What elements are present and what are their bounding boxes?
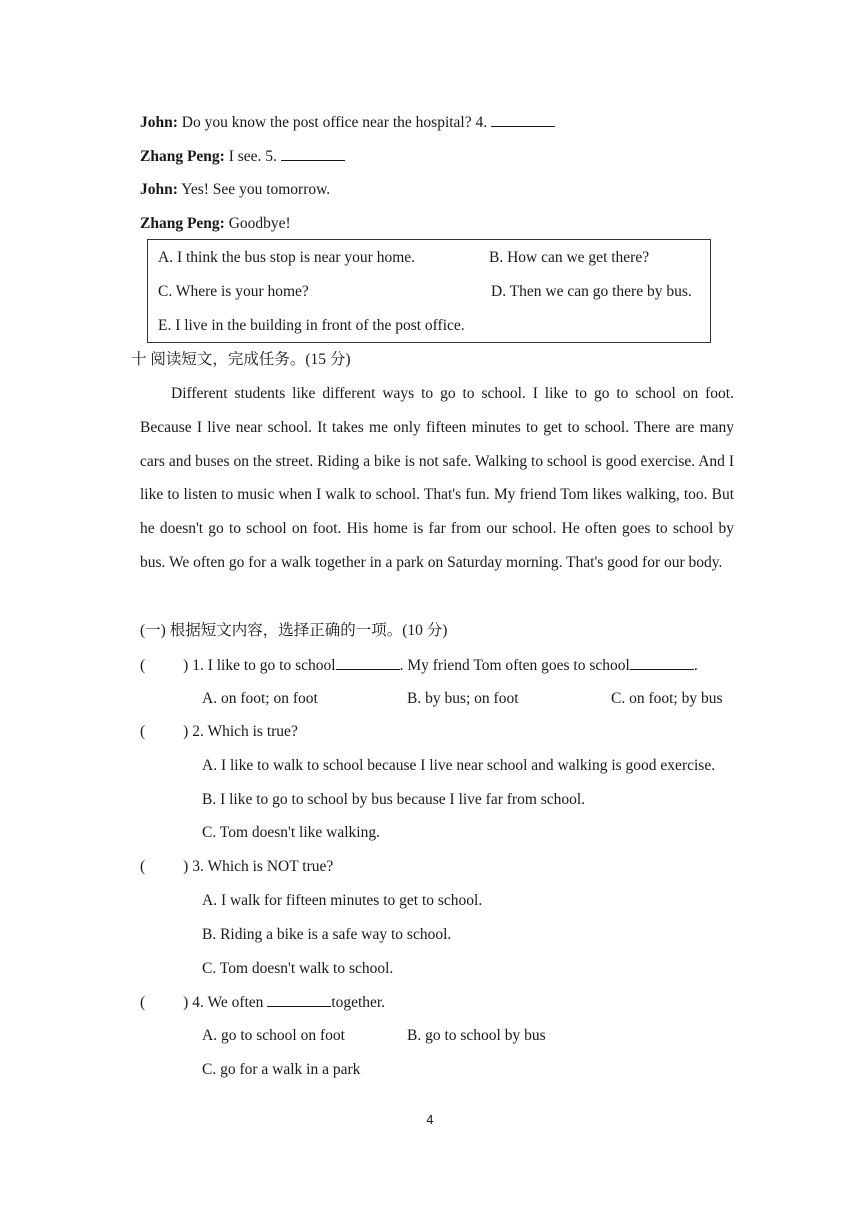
answer-paren-open: (: [140, 657, 146, 674]
option-d: D. Then we can go there by bus.: [491, 283, 692, 300]
dialogue-text: I see. 5.: [228, 148, 277, 165]
option-c: C. Where is your home?: [158, 283, 309, 300]
q1-option-a: A. on foot; on foot: [202, 690, 318, 707]
section-heading: 十 阅读短文，完成任务。(15 分): [131, 351, 351, 368]
option-b: B. How can we get there?: [489, 249, 650, 266]
dialogue-line-goodbye: [140, 214, 291, 234]
q4-option-c: C. go for a walk in a park: [202, 1061, 361, 1078]
dialogue-text: Yes! See you tomorrow.: [181, 181, 331, 198]
speaker-zhang-peng: Zhang Peng:: [140, 215, 225, 232]
q3-option-b: B. Riding a bike is a safe way to school.: [202, 926, 452, 943]
question-4: [140, 992, 385, 1013]
question-blank: [267, 992, 331, 1007]
question-text: 4. We often: [192, 994, 264, 1011]
q3-option-c: C. Tom doesn't walk to school.: [202, 960, 394, 977]
q4-option-a: A. go to school on foot: [202, 1027, 345, 1044]
option-a: A. I think the bus stop is near your home.: [158, 249, 416, 266]
answer-paren-open: (: [140, 858, 146, 875]
dialogue-line-5: [140, 146, 345, 167]
question-text: 1. I like to go to school: [192, 657, 336, 674]
speaker-john: John:: [140, 181, 178, 198]
q2-option-c: C. Tom doesn't like walking.: [202, 824, 380, 841]
q3-option-a: A. I walk for fifteen minutes to get to school.: [202, 892, 483, 909]
question-1: [140, 655, 698, 676]
part-heading: (一) 根据短文内容，选择正确的一项。(10 分): [140, 622, 448, 639]
answer-paren-close: ): [183, 858, 189, 875]
question-text: 2. Which is true?: [192, 723, 298, 740]
answer-blank-5[interactable]: [281, 146, 345, 161]
answer-paren-close: ): [183, 723, 189, 740]
speaker-john: John:: [140, 114, 178, 131]
question-2: [140, 722, 298, 742]
answer-paren-close: ): [183, 657, 189, 674]
reading-passage: [140, 377, 734, 580]
q2-option-a: A. I like to walk to school because I live near school and walking is good exercise.: [202, 757, 716, 774]
dialogue-text: Goodbye!: [228, 215, 291, 232]
option-e: E. I live in the building in front of the post office.: [158, 317, 465, 334]
question-text: 3. Which is NOT true?: [192, 858, 334, 875]
question-3: [140, 857, 333, 877]
question-text: . My friend Tom often goes to school: [399, 657, 630, 674]
q2-option-b: B. I like to go to school by bus because I live far from school.: [202, 791, 586, 808]
question-blank: [630, 655, 694, 670]
question-text: .: [693, 657, 698, 674]
question-blank: [336, 655, 400, 670]
dialogue-line-4: [140, 112, 555, 133]
dialogue-line-john-reply: [140, 180, 330, 200]
q1-option-b: B. by bus; on foot: [407, 690, 519, 707]
passage-text: Different students like different ways to go to school. I like to go to school on foot. Because I live near school. It takes me only fifteen minutes to get to school. There are many cars and buses on the street. Riding a bike is not safe. Walking to school is good exercise. And I like to listen to music when I walk to school. That's fun. My friend Tom likes walking, too. But he doesn't go to school on foot. His home is far from our school. He often goes to school by bus. We often go for a walk together in a park on Saturday morning. That's good for our body.: [140, 385, 734, 571]
page-number: 4: [426, 1113, 434, 1127]
question-text: together.: [331, 994, 386, 1011]
answer-paren-close: ): [183, 994, 189, 1011]
speaker-zhang-peng: Zhang Peng:: [140, 148, 225, 165]
q4-option-b: B. go to school by bus: [407, 1027, 546, 1044]
answer-blank-4[interactable]: [491, 112, 555, 127]
answer-paren-open: (: [140, 994, 146, 1011]
dialogue-text: Do you know the post office near the hospital? 4.: [181, 114, 488, 131]
q1-option-c: C. on foot; by bus: [611, 690, 723, 707]
answer-paren-open: (: [140, 723, 146, 740]
